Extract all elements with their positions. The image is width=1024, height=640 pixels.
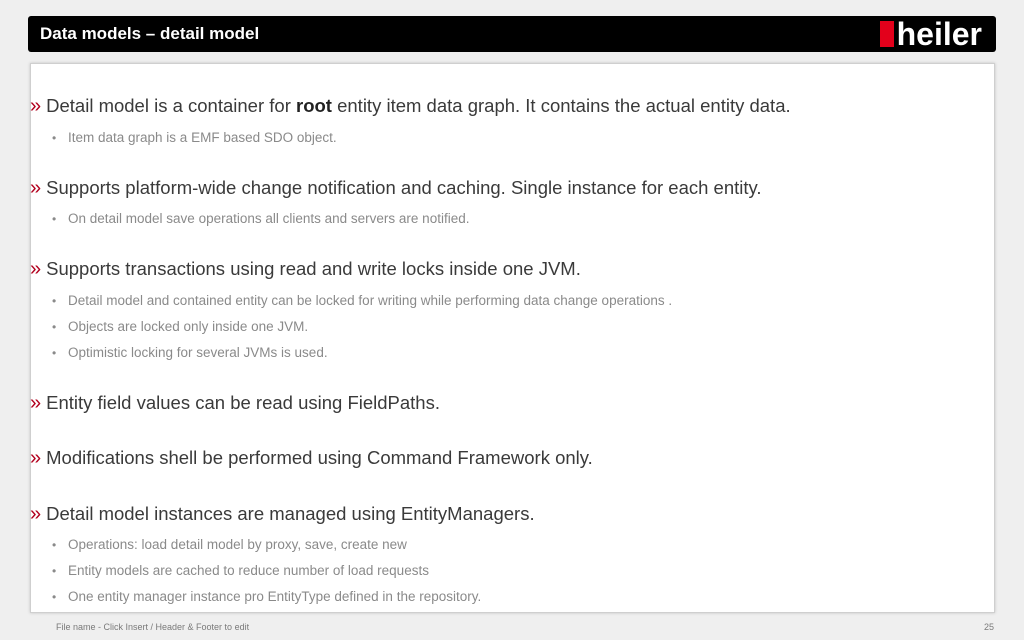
content-panel xyxy=(30,63,995,613)
chevron-icon: » xyxy=(30,258,42,280)
bullet-dot-icon: • xyxy=(52,212,57,226)
footer-file-name: File name - Click Insert / Header & Footer to edit xyxy=(56,622,250,632)
logo-mark-icon xyxy=(880,21,894,47)
main-bullet-4: » Entity field values can be read using FieldPaths. xyxy=(30,392,440,414)
bullet-dot-icon: • xyxy=(52,346,57,360)
bullet-dot-icon: • xyxy=(52,294,57,308)
sub-bullet: • Operations: load detail model by proxy, save, create new xyxy=(52,537,407,552)
bullet-dot-icon: • xyxy=(52,564,57,578)
heiler-logo xyxy=(880,16,982,52)
sub-bullet: • Item data graph is a EMF based SDO object. xyxy=(52,130,337,145)
sub-bullet: • On detail model save operations all clients and servers are notified. xyxy=(52,211,470,226)
sub-bullet: • Optimistic locking for several JVMs is used. xyxy=(52,345,328,360)
sub-bullet: • Entity models are cached to reduce number of load requests xyxy=(52,563,429,578)
sub-bullet: • One entity manager instance pro EntityType defined in the repository. xyxy=(52,589,482,604)
main-bullet-1: » Detail model is a container for root entity item data graph. It contains the actual entity data. xyxy=(30,95,791,117)
main-bullet-6: » Detail model instances are managed using EntityManagers. xyxy=(30,503,535,525)
logo-text: heiler xyxy=(896,16,982,52)
sub-bullet: • Detail model and contained entity can be locked for writing while performing data change operations . xyxy=(52,293,673,308)
page-number: 25 xyxy=(983,622,994,632)
main-bullet-3: » Supports transactions using read and write locks inside one JVM. xyxy=(30,258,581,280)
bullet-dot-icon: • xyxy=(52,590,57,604)
chevron-icon: » xyxy=(30,503,42,525)
bullet-dot-icon: • xyxy=(52,538,57,552)
slide-header xyxy=(28,16,996,52)
sub-bullet: • Objects are locked only inside one JVM. xyxy=(52,319,309,334)
chevron-icon: » xyxy=(30,95,42,117)
main-bullet-2: » Supports platform-wide change notification and caching. Single instance for each entity. xyxy=(30,177,762,199)
bullet-dot-icon: • xyxy=(52,131,57,145)
chevron-icon: » xyxy=(30,447,42,469)
chevron-icon: » xyxy=(30,177,42,199)
chevron-icon: » xyxy=(30,392,42,414)
main-bullet-5: » Modifications shell be performed using Command Framework only. xyxy=(30,447,593,469)
slide-title: Data models – detail model xyxy=(40,24,260,43)
bullet-dot-icon: • xyxy=(52,320,57,334)
